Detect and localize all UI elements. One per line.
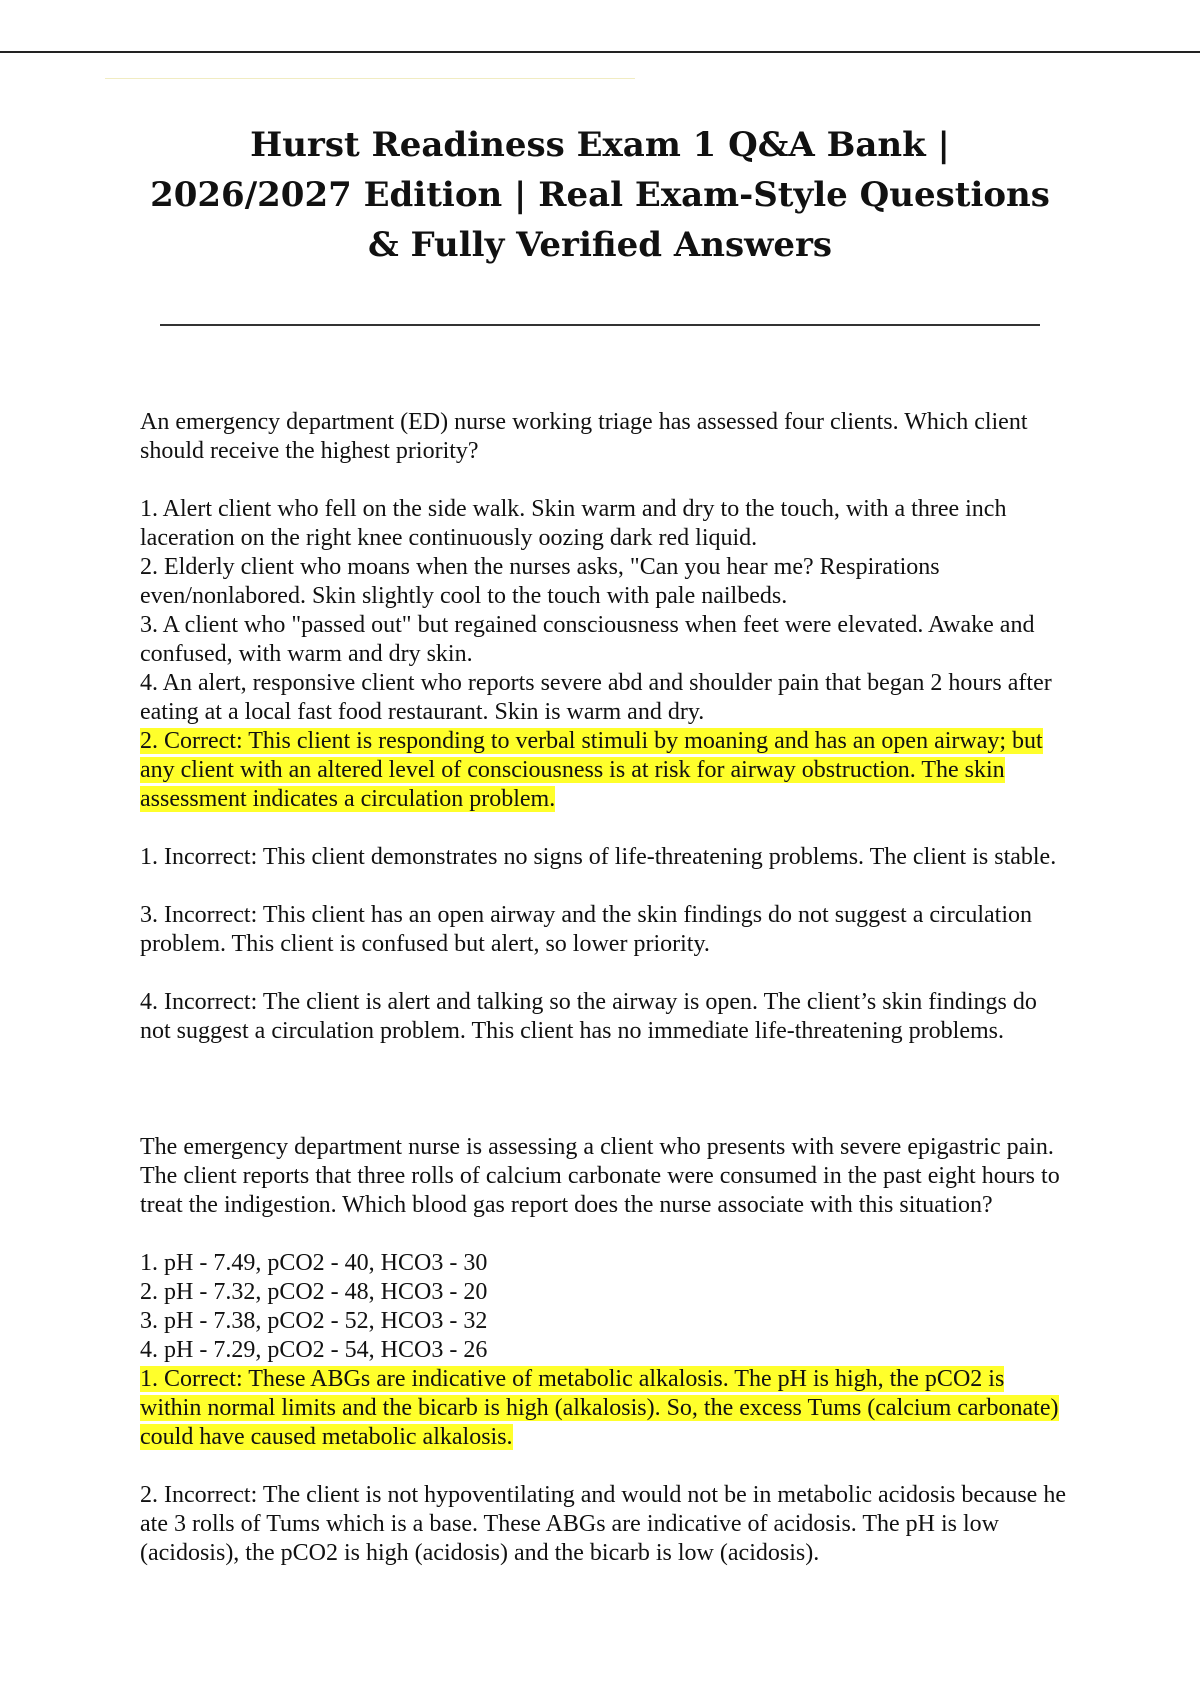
question-block [140, 408, 1070, 1046]
highlighted-correct-answer: 2. Correct: This client is responding to verbal stimuli by moaning and has an open airway; but any client with an altered level of consciousness is at risk for airway obstruction. The skin assessment indicates a circulation problem. [140, 728, 1043, 812]
document-title: Hurst Readiness Exam 1 Q&A Bank | 2026/2027 Edition | Real Exam-Style Questions & Fully Verified Answers [150, 125, 1050, 265]
correct-answer-rationale [140, 1365, 1070, 1452]
page-top-rule [0, 51, 1200, 53]
document-body [140, 408, 1070, 1568]
incorrect-rationale: 1. Incorrect: This client demonstrates no signs of life-threatening problems. The client is stable. [140, 844, 1057, 870]
title-divider [160, 324, 1040, 326]
answer-option: 4. An alert, responsive client who reports severe abd and shoulder pain that began 2 hours after eating at a local fast food restaurant. Skin is warm and dry. [140, 670, 1052, 725]
answer-option: 3. A client who "passed out" but regained consciousness when feet were elevated. Awake and confused, with warm and dry skin. [140, 612, 1035, 667]
header-faint-rule [105, 78, 635, 79]
highlighted-correct-answer: 1. Correct: These ABGs are indicative of metabolic alkalosis. The pH is high, the pCO2 is within normal limits and the bicarb is high (alkalosis). So, the excess Tums (calcium carbonate) could have caused metabolic alkalosis. [140, 1366, 1059, 1450]
answer-option: 4. pH - 7.29, pCO2 - 54, HCO3 - 26 [140, 1337, 488, 1363]
question-stem: The emergency department nurse is assessing a client who presents with severe epigastric pain. The client reports that three rolls of calcium carbonate were consumed in the past eight hours to treat the indigestion. Which blood gas report does the nurse associate with this situation? [140, 1134, 1060, 1218]
question-stem: An emergency department (ED) nurse working triage has assessed four clients. Which client should receive the highest priority? [140, 409, 1028, 464]
answer-option: 3. pH - 7.38, pCO2 - 52, HCO3 - 32 [140, 1308, 488, 1334]
question-block [140, 1133, 1070, 1568]
incorrect-rationale: 3. Incorrect: This client has an open airway and the skin findings do not suggest a circulation problem. This client is confused but alert, so lower priority. [140, 902, 1032, 957]
incorrect-rationale: 2. Incorrect: The client is not hypoventilating and would not be in metabolic acidosis because he ate 3 rolls of Tums which is a base. These ABGs are indicative of acidosis. The pH is low (acidosis), the pCO2 is high (acidosis) and the bicarb is low (acidosis). [140, 1482, 1066, 1566]
correct-answer-rationale [140, 727, 1070, 814]
answer-option: 2. Elderly client who moans when the nurses asks, "Can you hear me? Respirations even/nonlabored. Skin slightly cool to the touch with pale nailbeds. [140, 554, 940, 609]
answer-option: 1. Alert client who fell on the side walk. Skin warm and dry to the touch, with a three inch laceration on the right knee continuously oozing dark red liquid. [140, 496, 1007, 551]
answer-option: 2. pH - 7.32, pCO2 - 48, HCO3 - 20 [140, 1279, 488, 1305]
answer-option: 1. pH - 7.49, pCO2 - 40, HCO3 - 30 [140, 1250, 488, 1276]
incorrect-rationale: 4. Incorrect: The client is alert and talking so the airway is open. The client’s skin findings do not suggest a circulation problem. This client has no immediate life-threatening problems. [140, 989, 1037, 1044]
